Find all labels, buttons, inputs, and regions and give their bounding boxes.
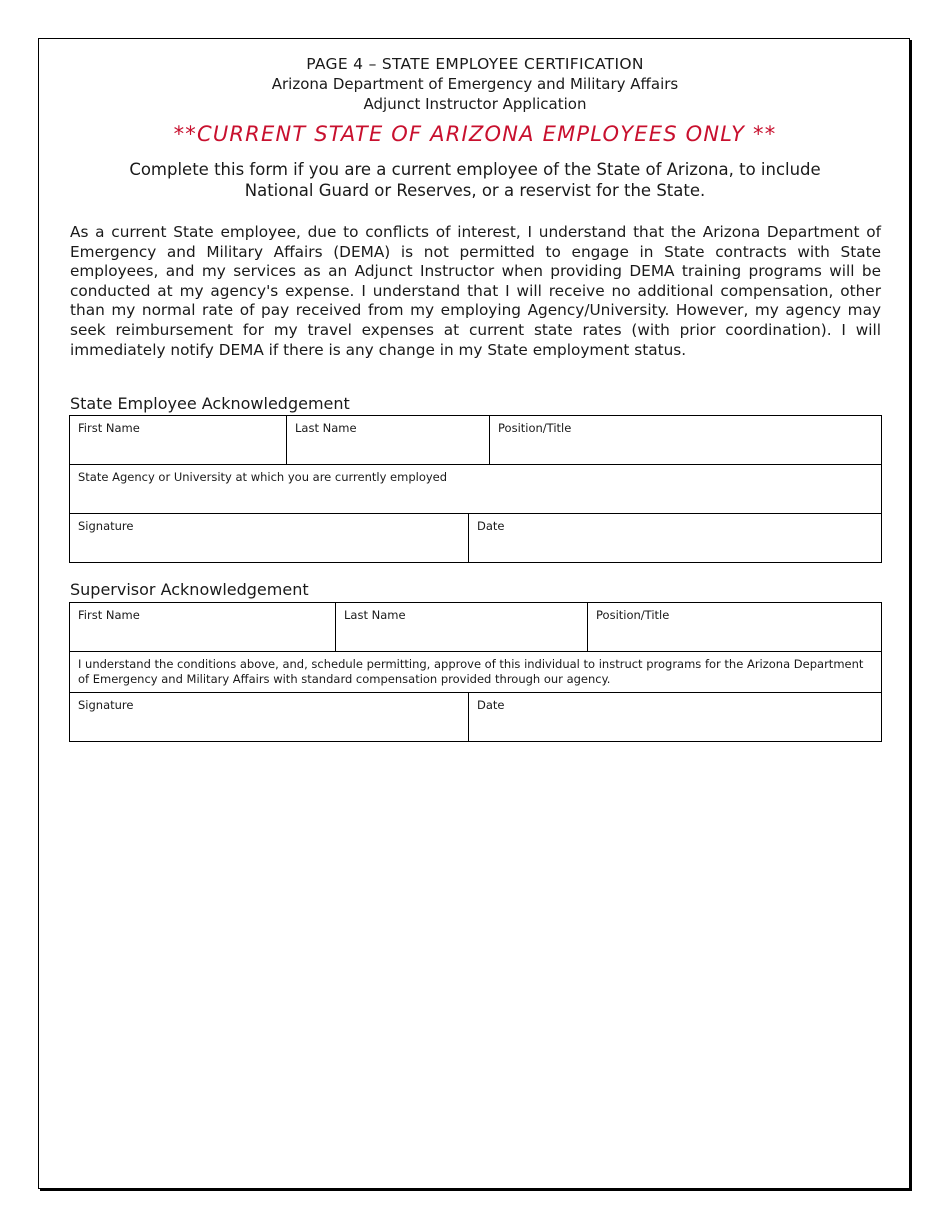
supervisor-form xyxy=(69,602,882,742)
employee-position-field[interactable] xyxy=(490,416,882,465)
application-name: Adjunct Instructor Application xyxy=(363,95,587,113)
supervisor-signature-label: Signature xyxy=(78,698,134,712)
supervisor-first-name-field[interactable] xyxy=(70,603,336,652)
state-employee-section-title: State Employee Acknowledgement xyxy=(70,394,350,413)
organization-name: Arizona Department of Emergency and Military Affairs xyxy=(271,75,679,93)
supervisor-position-field[interactable] xyxy=(588,603,882,652)
intro-text xyxy=(100,159,850,201)
certification-paragraph: As a current State employee, due to conflicts of interest, I understand that the Arizona Department of Emergency and Military Affairs (DEMA) is not permitted to engage in State contracts with State employees, and my services as an Adjunct Instructor when providing DEMA training programs will be conducted at my agency's expense. I understand that I will receive no additional compensation, other than my normal rate of pay received from my employing Agency/University. However, my agency may seek reimbursement for my travel expenses at current state rates (with prior coordination). I will immediately notify DEMA if there is any change in my State employment status. xyxy=(70,223,881,359)
employee-signature-field[interactable] xyxy=(70,514,469,563)
employee-first-name-label: First Name xyxy=(78,421,140,435)
employee-last-name-field[interactable] xyxy=(287,416,490,465)
employee-date-label: Date xyxy=(477,519,505,533)
employee-agency-label: State Agency or University at which you are currently employed xyxy=(78,470,448,484)
supervisor-last-name-label: Last Name xyxy=(344,608,406,622)
supervisor-date-label: Date xyxy=(477,698,505,712)
employee-last-name-label: Last Name xyxy=(295,421,357,435)
employee-first-name-field[interactable] xyxy=(70,416,287,465)
supervisor-section-title: Supervisor Acknowledgement xyxy=(70,580,309,599)
page-title: PAGE 4 – STATE EMPLOYEE CERTIFICATION xyxy=(306,55,644,73)
employee-signature-label: Signature xyxy=(78,519,134,533)
supervisor-last-name-field[interactable] xyxy=(336,603,588,652)
employee-position-label: Position/Title xyxy=(498,421,572,435)
supervisor-first-name-label: First Name xyxy=(78,608,140,622)
supervisor-approval-statement xyxy=(70,652,882,693)
intro-line-2: National Guard or Reserves, or a reservist for the State. xyxy=(244,181,706,200)
intro-line-1: Complete this form if you are a current employee of the State of Arizona, to include xyxy=(129,160,821,179)
state-employee-form xyxy=(69,415,882,563)
supervisor-signature-field[interactable] xyxy=(70,693,469,742)
employee-date-field[interactable] xyxy=(469,514,882,563)
supervisor-position-label: Position/Title xyxy=(596,608,670,622)
employee-agency-field[interactable] xyxy=(70,465,882,514)
supervisor-date-field[interactable] xyxy=(469,693,882,742)
eligibility-warning: **CURRENT STATE OF ARIZONA EMPLOYEES ONLY ** xyxy=(173,122,777,146)
supervisor-approval-text: I understand the conditions above, and, schedule permitting, approve of this individual to instruct programs for the Arizona Department of Emergency and Military Affairs with standard compensation provided through our agency. xyxy=(78,657,864,686)
